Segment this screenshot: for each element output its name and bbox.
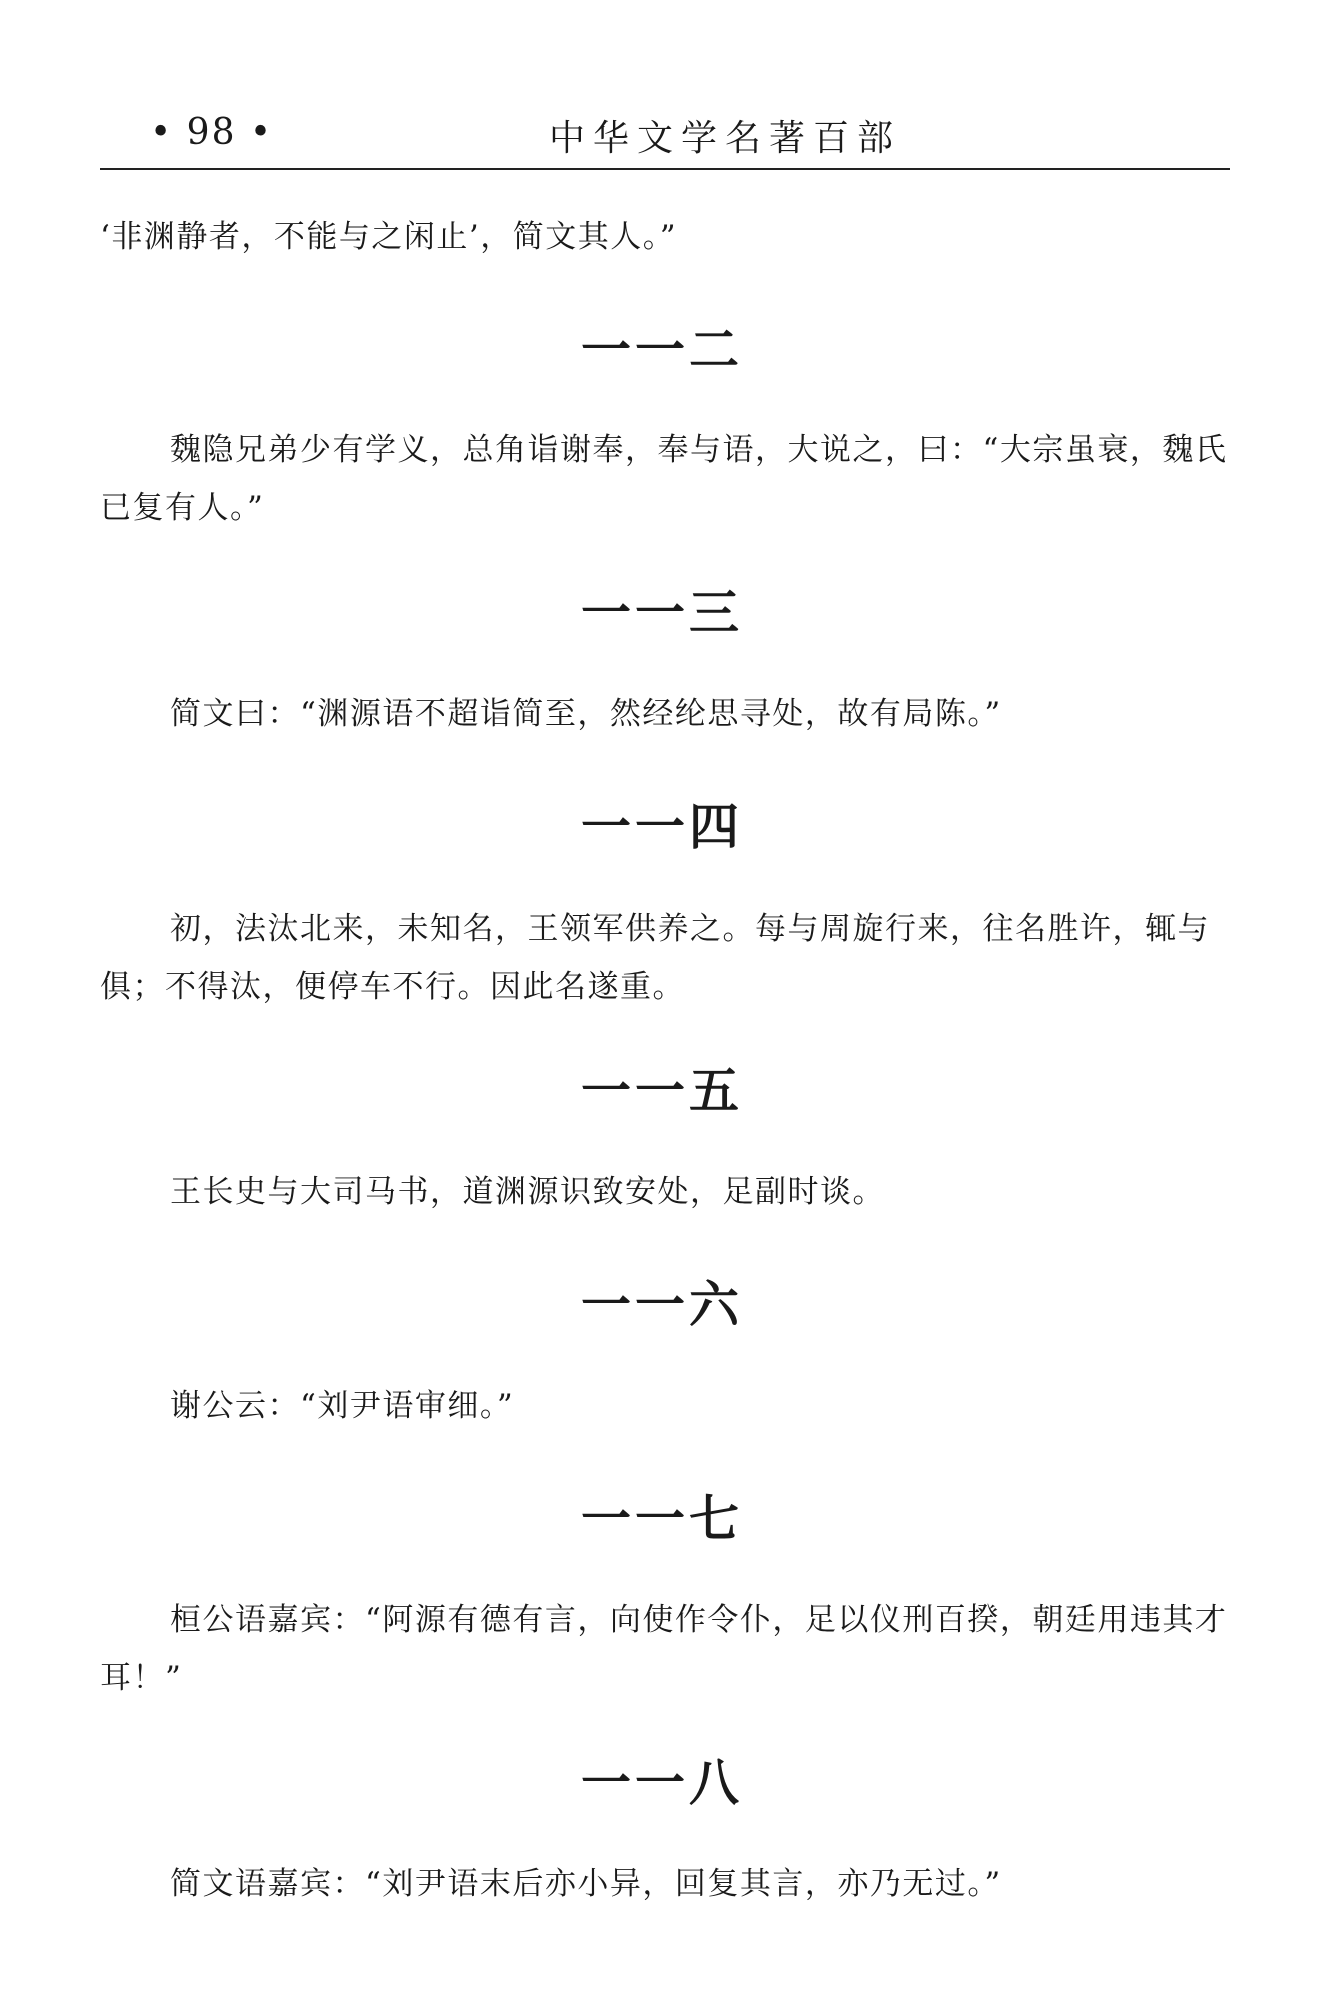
section-heading-113: 一一三 [581,584,743,642]
section-heading-112: 一一二 [581,321,743,379]
section-heading-116: 一一六 [581,1276,743,1334]
section-text-114: 初，法汰北来，未知名，王领军供养之。每与周旋行来，往名胜许，辄与俱；不得汰，便停车不行。因此名遂重。 [100,911,1210,1005]
section-heading-118: 一一八 [581,1754,743,1812]
section-heading-114: 一一四 [581,798,743,856]
page-header [100,108,1230,170]
section-text-118: 简文语嘉宾：“刘尹语末后亦小异，回复其言，亦乃无过。” [170,1866,1002,1902]
section-text-112: 魏隐兄弟少有学义，总角诣谢奉，奉与语，大说之，曰：“大宗虽衰，魏氏已复有人。” [100,432,1228,526]
section-text-117: 桓公语嘉宾：“阿源有德有言，向使作令仆，足以仪刑百揆，朝廷用违其才耳！” [100,1602,1228,1696]
section-heading-115: 一一五 [581,1062,743,1120]
section-text-116: 谢公云：“刘尹语审细。” [170,1388,515,1424]
page-number: • 98 • [150,112,274,153]
section-heading-117: 一一七 [581,1490,743,1548]
paragraph-continued: ‘非渊静者，不能与之闲止’，简文其人。” [100,219,678,255]
section-text-113: 简文曰：“渊源语不超诣简至，然经纶思寻处，故有局陈。” [170,696,1002,732]
book-title: 中华文学名著百部 [548,118,901,159]
section-text-115: 王长史与大司马书，道渊源识致安处，足副时谈。 [170,1174,885,1210]
